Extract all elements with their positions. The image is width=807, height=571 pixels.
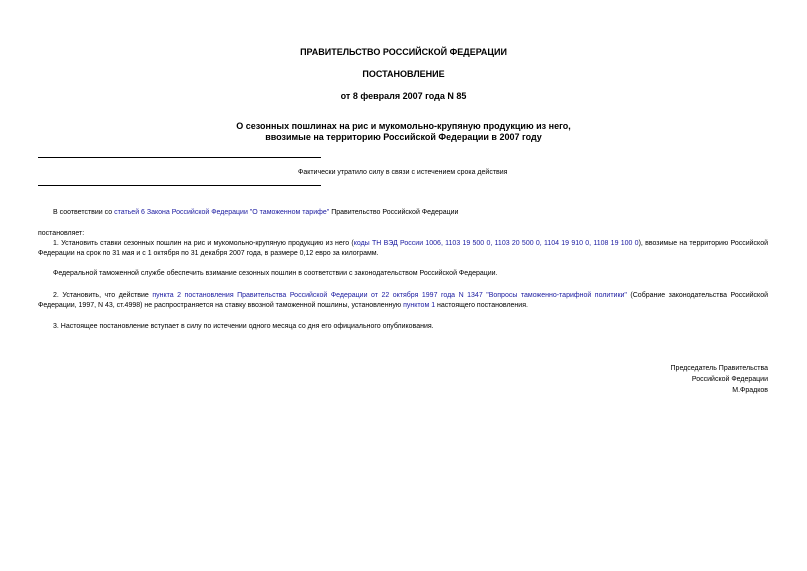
item-2-paragraph <box>38 291 768 311</box>
item-1-paragraph <box>38 239 768 259</box>
title-line-1: О сезонных пошлинах на рис и мукомольно-крупяную продукцию из него, <box>236 121 571 131</box>
government-heading: ПРАВИТЕЛЬСТВО РОССИЙСКОЙ ФЕДЕРАЦИИ <box>300 47 507 57</box>
signature-position: Председатель Правительства <box>670 365 768 372</box>
divider-top <box>38 157 321 158</box>
signature-name: М.Фрадков <box>732 387 768 394</box>
item-2-text-after: настоящего постановления. <box>435 302 528 309</box>
signature-country: Российской Федерации <box>691 376 768 383</box>
preamble-text-after: Правительство Российской Федерации <box>329 209 459 216</box>
decides-label: постановляет: <box>38 230 85 237</box>
signature-block <box>560 363 768 396</box>
item-2-text-before: 2. Установить, что действие <box>53 292 153 299</box>
preamble-text-before: В соответствии со <box>53 209 115 216</box>
item-1-reference-link[interactable]: пунктом 1 <box>403 302 436 309</box>
status-note: Фактически утратило силу в связи с истечением срока действия <box>298 169 508 176</box>
title-line-2: ввозимые на территорию Российской Федерации в 2007 году <box>265 132 542 142</box>
law-article-link[interactable]: статьей 6 Закона Российской Федерации "О таможенном тарифе" <box>114 209 330 216</box>
item-2-text-mid: (Собрание законодательства Российской Федерации, 1997, N 43, ст.4998) не распространяется на ставку ввозной таможенной пошлины, установленную <box>38 292 769 309</box>
item-1-text-before: 1. Установить ставки сезонных пошлин на рис и мукомольно-крупяную продукцию из него ( <box>53 240 354 247</box>
document-title <box>0 121 807 143</box>
item-3-paragraph: 3. Настоящее постановление вступает в силу по истечении одного месяца со дня его официального опубликования. <box>53 323 434 330</box>
divider-bottom <box>38 185 321 186</box>
date-number: от 8 февраля 2007 года N 85 <box>340 91 467 101</box>
preamble-paragraph <box>38 208 768 218</box>
item-1-text-after: ), ввозимые на территорию Российской Федерации на срок по 31 мая и с 1 октября по 31 декабря 2007 года, в размере 0,12 евро за килограмм. <box>38 240 769 257</box>
tnved-codes-link[interactable]: коды ТН ВЭД России 1006, 1103 19 500 0, 1103 20 500 0, 1104 19 910 0, 1108 19 100 0 <box>353 240 639 247</box>
resolution-1347-link[interactable]: пункта 2 постановления Правительства Российской Федерации от 22 октября 1997 года N 1347 "Вопросы таможенно-тарифной политики" <box>152 292 627 299</box>
document-type: ПОСТАНОВЛЕНИЕ <box>362 69 445 79</box>
customs-paragraph: Федеральной таможенной службе обеспечить взимание сезонных пошлин в соответствии с законодательством Российской Федерации. <box>53 270 498 277</box>
